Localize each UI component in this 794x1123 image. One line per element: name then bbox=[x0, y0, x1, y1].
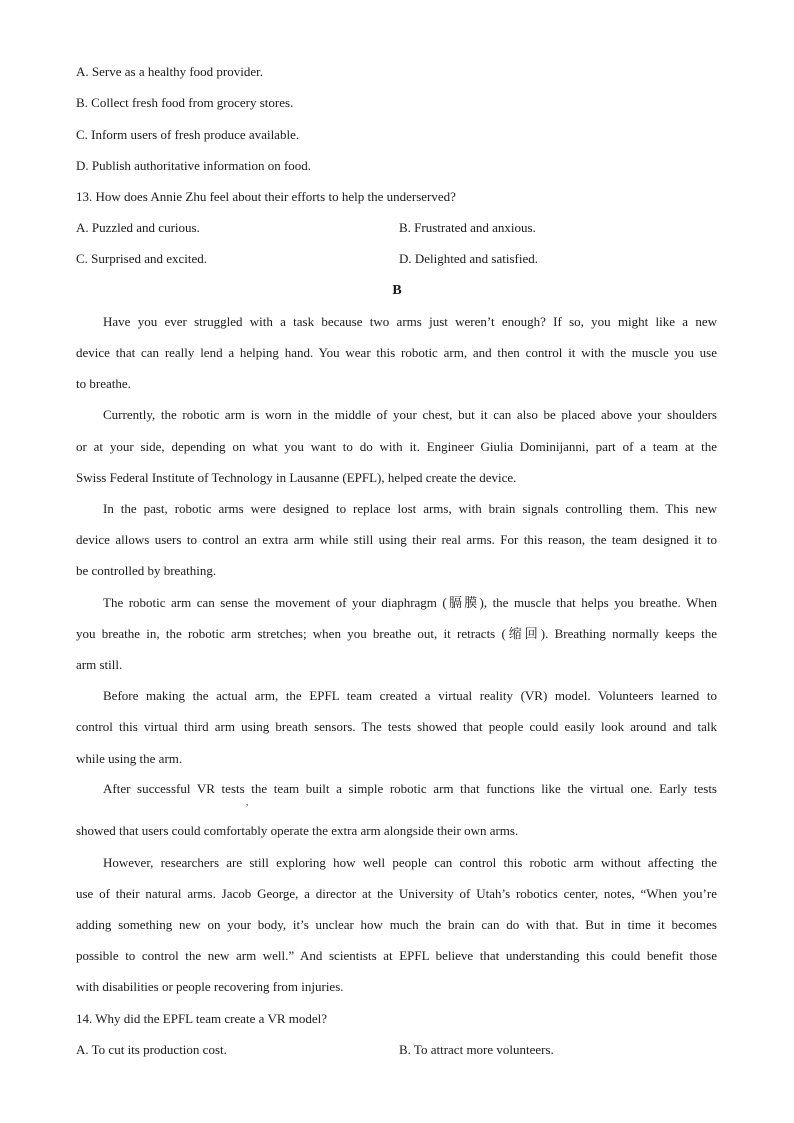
p4-line-2-text: you breathe in, the robotic arm stretches; when you breathe out, it retracts (缩回). Breathing normally keeps the bbox=[76, 626, 717, 641]
p7-line-4-text: possible to control the new arm well.” And scientists at EPFL believe that understanding this could benefit those bbox=[76, 948, 717, 963]
p3-line-1 bbox=[103, 501, 717, 517]
p7-line-3 bbox=[76, 917, 717, 933]
p5-line-1-text: Before making the actual arm, the EPFL team created a virtual reality (VR) model. Volunteers learned to bbox=[103, 688, 717, 703]
q12-option-a: A. Serve as a healthy food provider. bbox=[76, 64, 264, 79]
p7-line-4 bbox=[76, 948, 717, 964]
p7-line-2 bbox=[76, 886, 717, 902]
p1-line-1 bbox=[103, 314, 717, 330]
q13-option-d: D. Delighted and satisfied. bbox=[399, 251, 538, 266]
section-heading: B bbox=[392, 283, 402, 298]
q13-option-b: B. Frustrated and anxious. bbox=[399, 220, 536, 235]
q12-option-b: B. Collect fresh food from grocery stores. bbox=[76, 95, 294, 110]
p7-line-1 bbox=[103, 855, 717, 871]
p2-line-1-text: Currently, the robotic arm is worn in the middle of your chest, but it can also be placed above your shoulders bbox=[103, 407, 717, 422]
p1-line-2 bbox=[76, 345, 717, 361]
q13-option-a: A. Puzzled and curious. bbox=[76, 220, 200, 235]
p5-line-3: while using the arm. bbox=[76, 751, 183, 766]
p2-line-1 bbox=[103, 407, 717, 423]
q14-option-a: A. To cut its production cost. bbox=[76, 1042, 227, 1057]
p6-line-1-text: After successful VR tests the team built a simple robotic arm that functions like the virtual one. Early tests bbox=[103, 781, 717, 796]
stray-comma-mark: , bbox=[246, 797, 249, 807]
p6-line-2: showed that users could comfortably operate the extra arm alongside their own arms. bbox=[76, 823, 519, 838]
p5-line-2 bbox=[76, 719, 717, 735]
p4-line-3: arm still. bbox=[76, 657, 123, 672]
q12-option-d: D. Publish authoritative information on food. bbox=[76, 158, 312, 173]
p2-line-2 bbox=[76, 439, 717, 455]
p2-line-3: Swiss Federal Institute of Technology in Lausanne (EPFL), helped create the device. bbox=[76, 470, 517, 485]
p1-line-2-text: device that can really lend a helping hand. You wear this robotic arm, and then control it with the muscle you use bbox=[76, 345, 717, 360]
p3-line-3: be controlled by breathing. bbox=[76, 563, 217, 578]
q13-stem: 13. How does Annie Zhu feel about their efforts to help the underserved? bbox=[76, 189, 456, 204]
p7-line-5: with disabilities or people recovering from injuries. bbox=[76, 979, 344, 994]
p1-line-3: to breathe. bbox=[76, 376, 131, 391]
p2-line-2-text: or at your side, depending on what you want to do with it. Engineer Giulia Dominijanni, part of a team at the bbox=[76, 439, 717, 454]
p4-line-2 bbox=[76, 626, 717, 642]
p6-line-1 bbox=[103, 781, 717, 797]
p3-line-2 bbox=[76, 532, 717, 548]
p4-line-1 bbox=[103, 595, 717, 611]
p5-line-2-text: control this virtual third arm using breath sensors. The tests showed that people could easily look around and talk bbox=[76, 719, 717, 734]
p3-line-1-text: In the past, robotic arms were designed to replace lost arms, with brain signals controlling them. This new bbox=[103, 501, 717, 516]
p7-line-3-text: adding something new on your body, it’s unclear how much the brain can do with that. But in time it becomes bbox=[76, 917, 717, 932]
p7-line-1-text: However, researchers are still exploring how well people can control this robotic arm without affecting the bbox=[103, 855, 717, 870]
p5-line-1 bbox=[103, 688, 717, 704]
p7-line-2-text: use of their natural arms. Jacob George, a director at the University of Utah’s robotics center, notes, “When you’re bbox=[76, 886, 717, 901]
q14-option-b: B. To attract more volunteers. bbox=[399, 1042, 554, 1057]
q13-option-c: C. Surprised and excited. bbox=[76, 251, 208, 266]
p3-line-2-text: device allows users to control an extra arm while still using their real arms. For this reason, the team designed it to bbox=[76, 532, 717, 547]
p1-line-1-text: Have you ever struggled with a task because two arms just weren’t enough? If so, you might like a new bbox=[103, 314, 717, 329]
q12-option-c: C. Inform users of fresh produce available. bbox=[76, 127, 300, 142]
p4-line-1-text: The robotic arm can sense the movement of your diaphragm (膈膜), the muscle that helps you breathe. When bbox=[103, 595, 717, 610]
q14-stem: 14. Why did the EPFL team create a VR model? bbox=[76, 1011, 328, 1026]
